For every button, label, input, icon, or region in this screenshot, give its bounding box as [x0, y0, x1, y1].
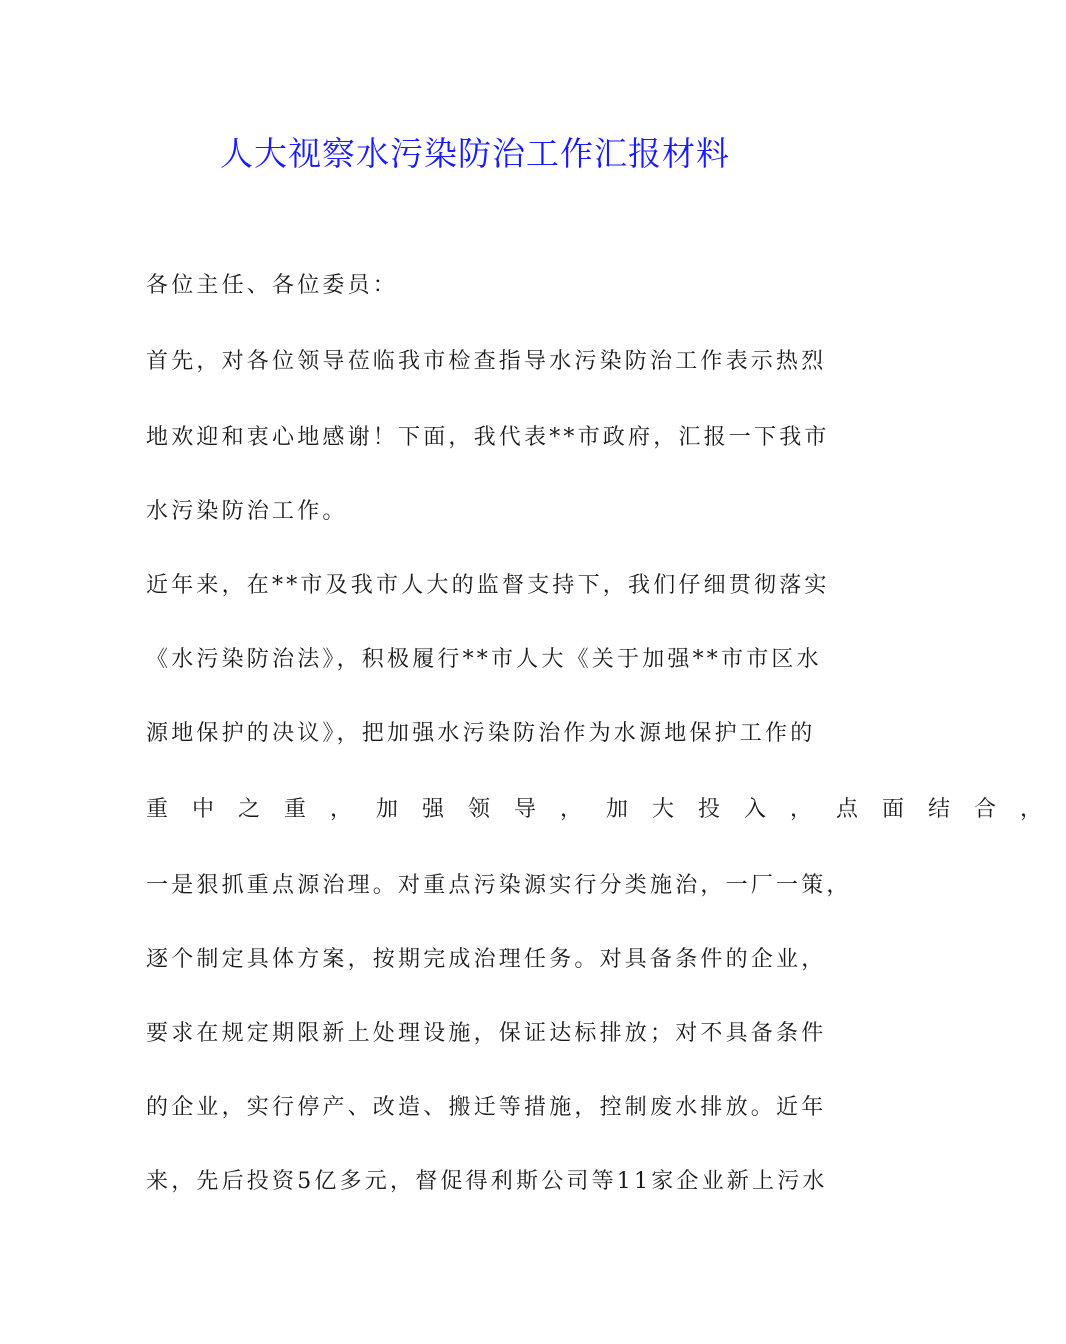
- body-line: 源地保护的决议》，把加强水污染防治作为水源地保护工作的: [146, 721, 816, 746]
- salutation: 各位主任、各位委员：: [146, 273, 399, 298]
- body-line: 逐个制定具体方案，按期完成治理任务。对具备条件的企业，: [146, 947, 827, 972]
- body-line: 《水污染防治法》，积极履行**市人大《关于加强**市市区水: [146, 647, 822, 672]
- body-line: 水污染防治工作。: [146, 499, 348, 524]
- body-line: 的企业，实行停产、改造、搬迁等措施，控制废水排放。近年: [146, 1095, 827, 1120]
- body-line: 来，先后投资5亿多元，督促得利斯公司等11家企业新上污水: [146, 1169, 828, 1194]
- body-line: 地欢迎和衷心地感谢！下面，我代表**市政府，汇报一下我市: [146, 425, 830, 450]
- body-line: 首先，对各位领导莅临我市检查指导水污染防治工作表示热烈: [146, 349, 827, 374]
- body-line: 重中之重，加强领导，加大投入，点面结合，: [146, 797, 1066, 822]
- body-line: 近年来，在**市及我市人大的监督支持下，我们仔细贯彻落实: [146, 573, 830, 598]
- document-title: 人大视察水污染防治工作汇报材料: [220, 134, 730, 173]
- body-line: 要求在规定期限新上处理设施，保证达标排放；对不具备条件: [146, 1021, 827, 1046]
- body-line: 一是狠抓重点源治理。对重点污染源实行分类施治，一厂一策，: [146, 873, 852, 898]
